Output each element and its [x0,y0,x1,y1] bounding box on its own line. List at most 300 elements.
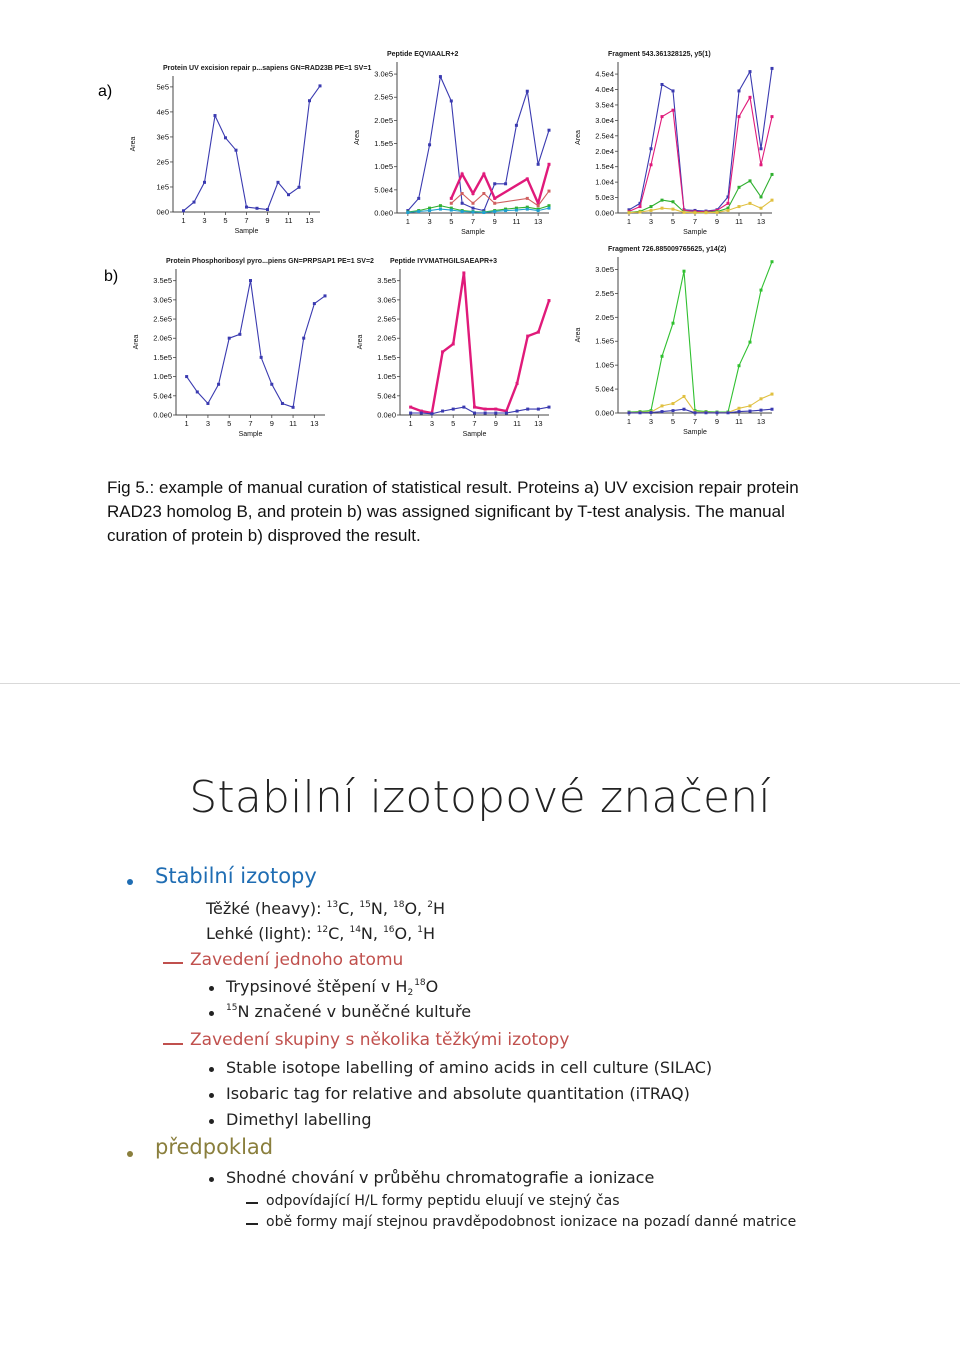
y-tick-label: 2.0e4 [595,146,614,156]
data-point [705,211,708,214]
data-point [694,211,697,214]
x-tick-label: 11 [512,217,521,226]
data-point [441,350,444,353]
data-point [292,406,295,409]
x-tick-label: 7 [692,217,698,226]
data-point [738,186,741,189]
data-point [526,197,529,200]
bullet-dot-icon [209,1119,214,1124]
data-point [650,205,653,208]
data-point [441,410,444,413]
data-point [417,197,420,200]
x-tick-label: 9 [493,419,498,428]
y-tick-label: 0.0e0 [595,408,614,418]
x-axis-label: Sample [234,228,259,235]
bullet-eluuji: odpovídající H/L formy peptidu eluují ve stejný čas [266,1193,620,1209]
data-point [452,342,455,345]
chart-b3 [570,243,780,443]
data-point [672,89,675,92]
chart-title: Protein UV excision repair p...sapiens GN=RAD23B PE=1 SV=1 [163,65,372,72]
data-point [628,411,631,414]
data-point [683,395,686,398]
y-tick-label: 2.5e5 [374,92,393,102]
x-tick-label: 11 [735,417,743,426]
data-point [493,202,496,205]
data-point [526,177,529,180]
data-point [548,129,551,132]
figure-caption: Fig 5.: example of manual curation of statistical result. Proteins a) UV excision repair protein RAD23 homolog B, and protein b) was assigned significant by T-test analysis. The manual curation of protein b) disproved the result. [107,478,799,545]
data-point [206,402,209,405]
y-tick-label: 5.0e4 [595,384,614,394]
data-point [628,211,631,214]
row-a-label: a) [98,83,113,100]
x-tick-label: 5 [670,417,676,426]
y-tick-label: 1.0e5 [377,372,396,382]
data-point [727,202,730,205]
x-axis-label: Sample [683,229,707,236]
data-point [484,412,487,415]
data-point [196,390,199,393]
data-point [461,192,464,195]
data-point [249,279,252,282]
data-point [639,211,642,214]
y-tick-label: 1.0e5 [374,162,393,172]
data-point [650,147,653,150]
x-tick-label: 3 [202,216,207,225]
data-point [672,109,675,112]
bullet-dot-icon [209,1093,214,1098]
y-tick-label: 5.0e4 [374,185,393,195]
data-point [409,412,412,415]
y-tick-label: 1.5e5 [153,352,172,362]
x-axis-label: Sample [461,229,485,236]
chart-b1 [128,255,374,445]
x-tick-label: 11 [735,217,743,226]
data-point [639,205,642,208]
y-tick-label: 3.5e5 [377,276,396,286]
data-point [472,202,475,205]
chart-title: Fragment 543.361328125, y5(1) [608,51,711,58]
chart-title: Peptide IYVMATHGILSAEAPR+3 [390,258,498,265]
data-point [515,124,518,127]
chart-b2 [352,255,557,445]
data-point [450,99,453,102]
chart-a2 [352,48,557,243]
data-point [749,404,752,407]
x-tick-label: 11 [513,419,521,428]
data-point [505,412,508,415]
y-tick-label: 0.0e0 [153,410,172,420]
data-point [661,404,664,407]
x-tick-label: 1 [405,217,410,226]
data-point [494,408,497,411]
data-point [439,208,442,211]
data-point [694,411,697,414]
data-point [771,260,774,263]
data-point [472,192,475,195]
data-point [428,209,431,212]
y-tick-label: 0e0 [156,207,169,217]
series-line [187,281,325,408]
x-tick-label: 13 [756,417,766,426]
data-point [738,364,741,367]
y-tick-label: 3.0e4 [595,115,614,125]
data-point [749,96,752,99]
data-point [439,75,442,78]
data-point [738,89,741,92]
chart-axes [618,62,772,213]
x-tick-label: 9 [492,217,497,226]
data-point [302,337,305,340]
x-tick-label: 7 [244,216,249,225]
text-slide [0,684,960,1367]
bullet-15n: $^{15}$N značené v buněčné kultuře [226,1002,472,1021]
data-point [308,99,311,102]
data-point [661,83,664,86]
data-point [324,294,327,297]
data-point [661,207,664,210]
series-line [629,97,772,211]
data-point [760,147,763,150]
data-point [313,302,316,305]
data-point [494,412,497,415]
y-tick-label: 1.0e5 [595,360,614,370]
bullet-dot-icon [209,1177,214,1182]
x-tick-label: 3 [427,217,432,226]
chart-a1 [128,62,372,242]
y-tick-label: 0.0e0 [377,410,396,420]
y-tick-label: 3.0e5 [377,295,396,305]
y-tick-label: 2.0e5 [377,333,396,343]
y-tick-label: 1e5 [156,182,169,192]
chart-title: Protein Phosphoribosyl pyro...piens GN=PRPSAP1 PE=1 SV=2 [166,258,374,265]
data-point [771,408,774,411]
y-tick-label: 0.0e0 [595,208,614,218]
data-point [548,163,551,166]
data-point [526,335,529,338]
y-axis-label: Area [130,136,137,152]
data-point [450,202,453,205]
data-point [482,173,485,176]
x-tick-label: 1 [184,419,189,428]
data-point [417,210,420,213]
data-point [771,115,774,118]
bullet-ionizace: obě formy mají stejnou pravděpodobnost ionizace na pozadí danné matrice [266,1214,797,1230]
data-point [319,84,322,87]
x-tick-label: 3 [648,417,654,426]
bullet-predpoklad: předpoklad [155,1135,274,1159]
data-point [672,409,675,412]
y-tick-label: 3.0e5 [153,295,172,305]
y-tick-label: 4.0e4 [595,85,614,95]
y-tick-label: 2.0e5 [374,115,393,125]
series-line [629,68,772,211]
x-tick-label: 1 [181,216,186,225]
data-point [482,211,485,214]
x-tick-label: 5 [451,419,456,428]
data-point [439,204,442,207]
data-point [185,375,188,378]
chart-axes [618,257,772,413]
bullet-itraq: Isobaric tag for relative and absolute quantitation (iTRAQ) [226,1084,690,1103]
data-point [661,115,664,118]
data-point [461,173,464,176]
data-point [493,210,496,213]
data-point [749,179,752,182]
x-tick-label: 9 [265,216,270,225]
data-point [661,355,664,358]
data-point [428,143,431,146]
chart-svg [570,243,780,443]
data-point [266,208,269,211]
data-point [727,209,730,212]
data-point [260,356,263,359]
data-point [526,208,529,211]
data-point [450,209,453,212]
x-tick-label: 11 [289,419,297,428]
data-point [504,209,507,212]
data-point [493,182,496,185]
data-point [484,408,487,411]
data-point [203,181,206,184]
x-tick-label: 7 [470,217,476,226]
chart-svg [128,62,372,242]
data-point [214,114,217,117]
x-tick-label: 1 [626,417,632,426]
light-isotopes-line: Lehké (light): $^{12}$C, $^{14}$N, $^{16}$O, $^1$H [206,924,436,943]
data-point [716,211,719,214]
x-tick-label: 7 [472,419,477,428]
data-point [548,207,551,210]
dash-icon [246,1223,258,1225]
bullet-dot-icon [127,879,133,885]
data-point [639,411,642,414]
series-line [184,86,321,211]
data-point [661,410,664,413]
y-tick-label: 2.5e5 [595,288,614,298]
data-point [516,382,519,385]
data-point [760,163,763,166]
data-point [256,207,259,210]
data-point [217,383,220,386]
data-point [672,402,675,405]
x-tick-label: 5 [670,217,676,226]
bullet-trypsin: Trypsinové štěpení v $H_2^{18}O$ [226,977,439,998]
y-tick-label: 3.5e5 [153,276,172,286]
chart-title: Fragment 726.885009765625, y14(2) [608,246,727,253]
data-point [473,406,476,409]
bullet-zavedeni-skupiny: Zavedení skupiny s několika těžkými izotopy [190,1030,570,1050]
data-point [472,207,475,210]
data-point [270,383,273,386]
data-point [235,149,238,152]
dash-icon [163,962,183,964]
bullet-dot-icon [127,1151,133,1157]
data-point [738,410,741,413]
data-point [298,186,301,189]
x-tick-label: 11 [284,216,293,225]
data-point [716,411,719,414]
data-point [406,211,409,214]
x-axis-label: Sample [238,431,263,438]
x-tick-label: 7 [692,417,698,426]
slide-title: Stabilní izotopové značení [189,772,771,823]
chart-svg [128,255,374,445]
y-axis-label: Area [133,334,140,350]
bullet-dimethyl: Dimethyl labelling [226,1110,372,1129]
chart-svg [352,48,557,243]
y-tick-label: 0.0e0 [374,208,393,218]
x-tick-label: 9 [714,417,720,426]
row-b-label: b) [104,268,119,285]
data-point [760,195,763,198]
y-tick-label: 2.0e5 [153,333,172,343]
data-point [193,201,196,204]
y-tick-label: 3e5 [156,132,169,142]
data-point [224,136,227,139]
data-point [409,406,412,409]
y-tick-label: 3.0e5 [374,69,393,79]
y-tick-label: 1.5e5 [374,139,393,149]
data-point [537,163,540,166]
y-tick-label: 5.0e3 [595,193,614,203]
y-tick-label: 2.5e4 [595,131,614,141]
data-point [430,412,433,415]
data-point [771,199,774,202]
data-point [537,331,540,334]
y-axis-label: Area [575,130,582,145]
x-tick-label: 3 [648,217,654,226]
x-tick-label: 13 [533,217,543,226]
data-point [450,197,453,200]
data-point [482,192,485,195]
x-axis-label: Sample [683,429,707,436]
data-point [650,163,653,166]
data-point [548,299,551,302]
data-point [727,411,730,414]
data-point [760,289,763,292]
bullet-stabilni-izotopy: Stabilní izotopy [155,864,317,888]
data-point [515,209,518,212]
data-point [548,190,551,193]
data-point [281,402,284,405]
x-tick-label: 13 [756,217,766,226]
data-point [661,199,664,202]
data-point [452,408,455,411]
data-point [650,411,653,414]
data-point [537,408,540,411]
data-point [760,207,763,210]
bullet-silac: Stable isotope labelling of amino acids in cell culture (SILAC) [226,1058,713,1077]
data-point [420,412,423,415]
y-tick-label: 5e5 [156,82,169,92]
y-tick-label: 1.5e5 [595,336,614,346]
y-axis-label: Area [575,327,582,343]
y-tick-label: 4e5 [156,107,169,117]
data-point [672,200,675,203]
x-tick-label: 13 [310,419,319,428]
y-tick-label: 1.0e5 [153,372,172,382]
data-point [473,412,476,415]
y-tick-label: 1.5e5 [377,352,396,362]
data-point [245,206,248,209]
bullet-shodne-chovani: Shodné chování v průběhu chromatografie a ionizace [226,1168,655,1187]
y-tick-label: 5.0e4 [153,391,172,401]
data-point [504,182,507,185]
data-point [760,409,763,412]
y-tick-label: 5.0e4 [377,391,396,401]
data-point [749,202,752,205]
x-tick-label: 5 [449,217,454,226]
chart-axes [173,76,320,212]
data-point [749,341,752,344]
chart-title: Peptide EQVIAALR+2 [387,51,459,58]
y-tick-label: 1.0e4 [595,177,614,187]
data-point [548,406,551,409]
data-point [705,411,708,414]
data-point [771,393,774,396]
y-tick-label: 2.5e5 [153,314,172,324]
data-point [182,209,185,212]
data-point [771,173,774,176]
x-tick-label: 3 [205,419,211,428]
series-line [411,273,549,413]
data-point [526,408,529,411]
data-point [760,397,763,400]
x-tick-label: 13 [534,419,543,428]
dash-icon [246,1202,258,1204]
data-point [749,70,752,73]
y-tick-label: 2e5 [156,157,169,167]
x-tick-label: 5 [223,216,228,225]
x-tick-label: 7 [248,419,253,428]
chart-svg [570,48,780,243]
data-point [277,181,280,184]
data-point [228,337,231,340]
data-point [516,410,519,413]
y-axis-label: Area [357,334,364,350]
data-point [738,205,741,208]
x-axis-label: Sample [462,431,487,438]
x-tick-label: 5 [227,419,232,428]
bullet-dot-icon [209,986,214,991]
x-tick-label: 13 [305,216,314,225]
data-point [683,211,686,214]
data-point [683,270,686,273]
x-tick-label: 9 [269,419,274,428]
data-point [672,322,675,325]
data-point [683,408,686,411]
y-tick-label: 4.5e4 [595,69,614,79]
x-tick-label: 9 [714,217,720,226]
x-tick-label: 3 [429,419,435,428]
x-tick-label: 1 [626,217,632,226]
y-tick-label: 2.5e5 [377,314,396,324]
data-point [738,115,741,118]
data-point [738,407,741,410]
data-point [537,204,540,207]
chart-a3 [570,48,780,243]
x-tick-label: 1 [408,419,413,428]
data-point [526,90,529,93]
data-point [537,209,540,212]
data-point [461,210,464,213]
y-tick-label: 1.5e4 [595,162,614,172]
bullet-zavedeni-jednoho-atomu: Zavedení jednoho atomu [190,950,404,970]
chart-svg [352,255,557,445]
y-tick-label: 2.0e5 [595,312,614,322]
data-point [771,67,774,70]
